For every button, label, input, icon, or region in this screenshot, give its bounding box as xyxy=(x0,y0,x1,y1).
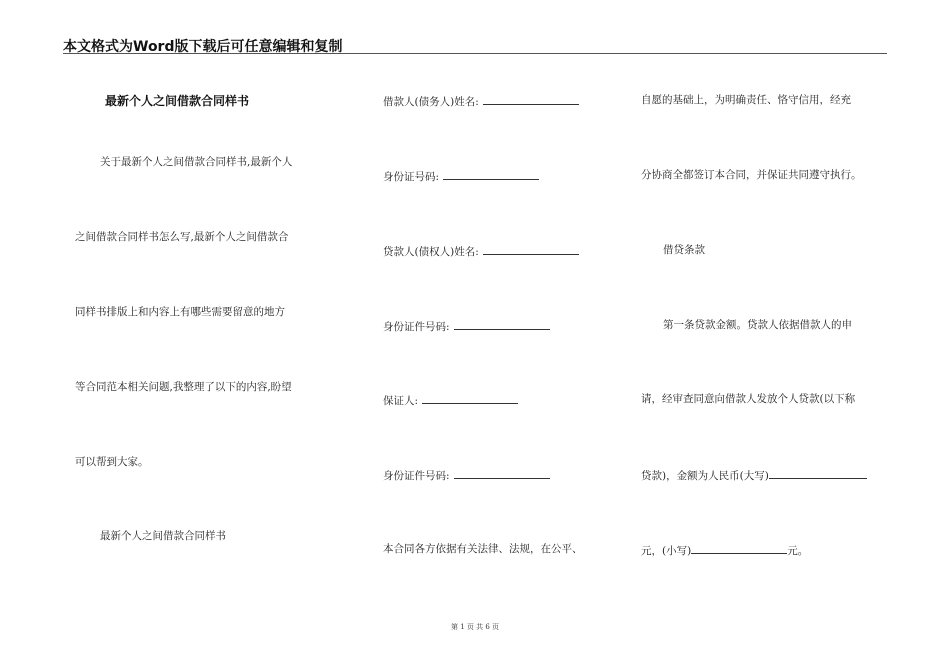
borrower-id-field xyxy=(383,168,539,184)
paragraph-line: 同样书排版上和内容上有哪些需要留意的地方 xyxy=(75,306,285,318)
lender-name-blank xyxy=(483,243,579,255)
paragraph-line: 之间借款合同样书怎么写,最新个人之间借款合 xyxy=(75,231,289,243)
page-number: 第 1 页 共 6 页 xyxy=(450,623,500,631)
borrower-id-blank xyxy=(443,168,539,180)
lender-name-field xyxy=(383,243,579,259)
amount-lowercase-label: 元，(小写) xyxy=(641,545,692,557)
paragraph-line: 等合同范本相关问题,我整理了以下的内容,盼望 xyxy=(75,381,292,393)
guarantor-id-blank xyxy=(454,467,550,479)
column-2 xyxy=(383,0,643,672)
column-1 xyxy=(75,0,335,672)
paragraph-line: 分协商全都签订本合同，并保证共同遵守执行。 xyxy=(641,169,862,181)
borrower-name-label: 借款人(债务人)姓名: xyxy=(383,96,479,108)
paragraph-line: 关于最新个人之间借款合同样书,最新个人 xyxy=(100,156,293,168)
paragraph-line: 第一条贷款金额。贷款人依据借款人的申 xyxy=(663,319,852,331)
lender-id-label: 身份证件号码: xyxy=(383,321,450,333)
guarantor-label: 保证人: xyxy=(383,395,419,407)
section-heading: 借贷条款 xyxy=(663,244,705,256)
amount-lowercase-suffix: 元。 xyxy=(787,545,809,557)
column-3 xyxy=(641,0,901,672)
page-header-title: 本文格式为Word版下载后可任意编辑和复制 xyxy=(63,39,343,55)
guarantor-id-field xyxy=(383,467,550,483)
amount-lowercase-field xyxy=(641,542,808,558)
guarantor-field xyxy=(383,392,518,408)
lender-id-field xyxy=(383,318,550,334)
subheading-line: 最新个人之间借款合同样书 xyxy=(100,530,226,542)
paragraph-line: 请，经审查同意向借款人发放个人贷款(以下称 xyxy=(641,393,856,405)
borrower-id-label: 身份证号码: xyxy=(383,171,440,183)
paragraph-line: 本合同各方依据有关法律、法规，在公平、 xyxy=(383,543,583,555)
amount-uppercase-field xyxy=(641,467,867,483)
borrower-name-field xyxy=(383,93,579,109)
document-title: 最新个人之间借款合同样书 xyxy=(105,94,250,108)
borrower-name-blank xyxy=(483,93,579,105)
guarantor-id-label: 身份证件号码: xyxy=(383,470,450,482)
paragraph-line: 可以帮到大家。 xyxy=(75,456,149,468)
amount-uppercase-label: 贷款)，金额为人民币(大写) xyxy=(641,470,769,482)
lender-id-blank xyxy=(454,318,550,330)
paragraph-line: 自愿的基础上，为明确责任、恪守信用，经充 xyxy=(641,94,851,106)
amount-uppercase-blank xyxy=(769,467,867,479)
guarantor-blank xyxy=(422,392,518,404)
lender-name-label: 贷款人(债权人)姓名: xyxy=(383,246,479,258)
amount-lowercase-blank xyxy=(691,542,787,554)
